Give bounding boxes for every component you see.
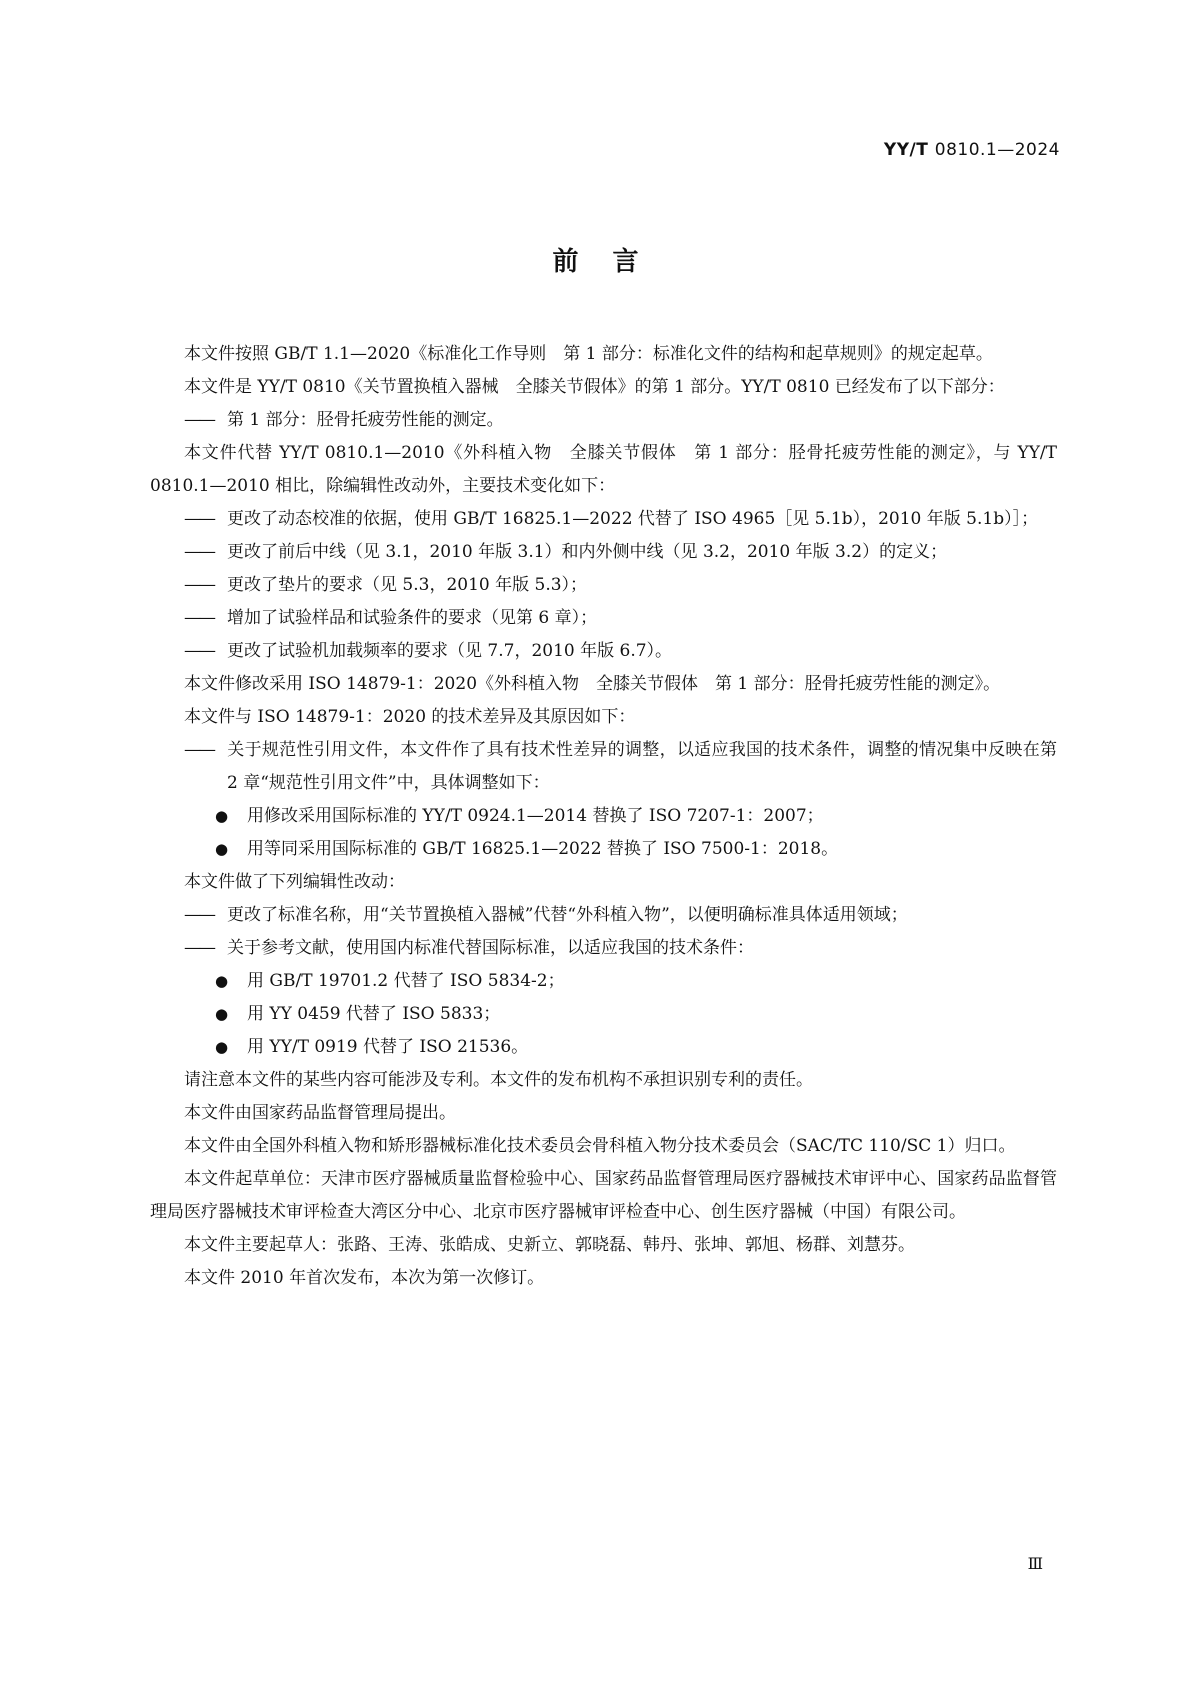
dash-item: —— 更改了前后中线（见 3.1，2010 年版 3.1）和内外侧中线（见 3.2，2010 年版 3.2）的定义； [184,542,948,562]
document-number [884,140,1060,160]
paragraph-drafting-units: 本文件起草单位：天津市医疗器械质量监督检验中心、国家药品监督管理局医疗器械技术审评中心、国家药品监督管理局医疗器械技术审评检查大湾区分中心、北京市医疗器械审评检查中心、创生医疗器械（中国）有限公司。 [150,1169,1057,1222]
page-number: Ⅲ [1027,1554,1043,1573]
paragraph-editorial-changes: 本文件做了下列编辑性改动： [184,872,405,892]
bullet-icon: ● [215,972,229,990]
dash-item: —— 第 1 部分：胫骨托疲劳性能的测定。 [184,410,504,430]
dash-item: —— 更改了试验机加载频率的要求（见 7.7，2010 年版 6.7）。 [184,641,673,661]
bullet-item: ● 用 YY 0459 代替了 ISO 5833； [150,998,1057,1031]
paragraph-proposer: 本文件由国家药品监督管理局提出。 [184,1103,456,1123]
paragraph-series-parts: 本文件是 YY/T 0810《关节置换植入器械 全膝关节假体》的第 1 部分。YY/T 0810 已经发布了以下部分： [184,377,1005,397]
paragraph-committee: 本文件由全国外科植入物和矫形器械标准化技术委员会骨科植入物分技术委员会（SAC/TC 110/SC 1）归口。 [184,1136,1016,1156]
dash-item: —— 更改了垫片的要求（见 5.3，2010 年版 5.3）； [184,575,588,595]
dash-item: —— 增加了试验样品和试验条件的要求（见第 6 章）； [184,608,598,628]
paragraph-technical-differences: 本文件与 ISO 14879-1：2020 的技术差异及其原因如下： [184,707,636,727]
bullet-item: ● 用等同采用国际标准的 GB/T 16825.1—2022 替换了 ISO 7500-1：2018。 [150,833,1057,866]
dash-item: —— 更改了动态校准的依据，使用 GB/T 16825.1—2022 代替了 ISO 4965［见 5.1b），2010 年版 5.1b）］； [184,509,1039,529]
bullet-icon: ● [215,1005,229,1023]
document-serial: 0810.1—2024 [934,140,1060,160]
bullet-icon: ● [215,840,229,858]
document-code: YY/T [883,140,929,160]
bullet-icon: ● [215,807,229,825]
bullet-item: ● 用修改采用国际标准的 YY/T 0924.1—2014 替换了 ISO 7207-1：2007； [150,800,1057,833]
paragraph-revision-history: 本文件 2010 年首次发布，本次为第一次修订。 [184,1268,545,1288]
foreword-body [150,338,1057,1295]
bullet-item: ● 用 YY/T 0919 代替了 ISO 21536。 [150,1031,1057,1064]
paragraph-replacement: 本文件代替 YY/T 0810.1—2010《外科植入物 全膝关节假体 第 1 部分：胫骨托疲劳性能的测定》，与 YY/T 0810.1—2010 相比，除编辑性改动外，主要技术变化如下： [150,443,1057,496]
paragraph-drafting-rules: 本文件按照 GB/T 1.1—2020《标准化工作导则 第 1 部分：标准化文件的结构和起草规则》的规定起草。 [184,344,993,364]
paragraph-drafters: 本文件主要起草人：张路、王涛、张皓成、史新立、郭晓磊、韩丹、张坤、郭旭、杨群、刘慧芬。 [184,1235,915,1255]
dash-item: —— 更改了标准名称，用“关节置换植入器械”代替“外科植入物”，以便明确标准具体适用领域； [184,905,908,925]
paragraph-iso-adoption: 本文件修改采用 ISO 14879-1：2020《外科植入物 全膝关节假体 第 1 部分：胫骨托疲劳性能的测定》。 [184,674,1001,694]
page-title: 前言 [552,247,673,277]
bullet-icon: ● [215,1038,229,1056]
bullet-item: ● 用 GB/T 19701.2 代替了 ISO 5834-2； [150,965,1057,998]
dash-item: —— 关于参考文献，使用国内标准代替国际标准，以适应我国的技术条件： [184,938,754,958]
dash-item: —— 关于规范性引用文件，本文件作了具有技术性差异的调整，以适应我国的技术条件，调整的情况集中反映在第 2 章“规范性引用文件”中，具体调整如下： [184,740,1057,793]
paragraph-patent-notice: 请注意本文件的某些内容可能涉及专利。本文件的发布机构不承担识别专利的责任。 [184,1070,813,1090]
